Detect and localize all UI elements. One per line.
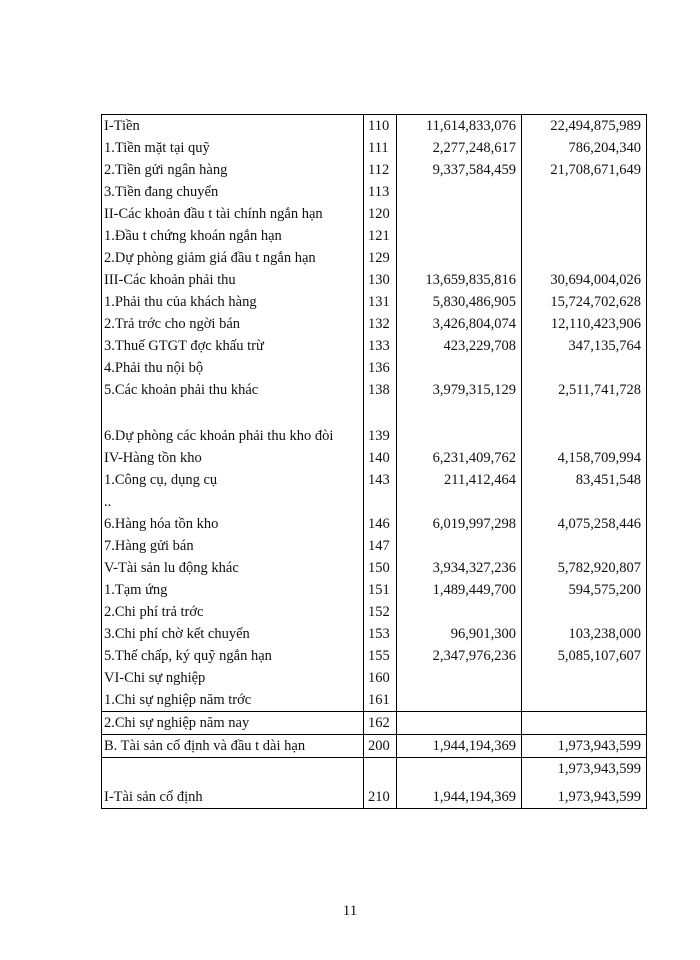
row-label: 2.Dự phòng giảm giá đầu t ngắn hạn: [102, 247, 364, 269]
row-label: 6.Hàng hóa tồn kho: [102, 513, 364, 535]
row-current-amount: [397, 601, 522, 623]
table-row: [102, 667, 647, 689]
table-row: [102, 712, 647, 735]
row-previous-amount: [522, 357, 647, 379]
table-row: [102, 115, 647, 138]
row-current-amount: 3,426,804,074: [397, 313, 522, 335]
row-previous-amount: 2,511,741,728: [522, 379, 647, 401]
row-current-amount: 11,614,833,076: [397, 115, 522, 138]
row-code: 129: [364, 247, 397, 269]
row-code: 152: [364, 601, 397, 623]
row-current-amount: 3,934,327,236: [397, 557, 522, 579]
row-previous-amount: [522, 601, 647, 623]
row-previous-amount: 786,204,340: [522, 137, 647, 159]
row-label: 1.Tiền mặt tại quỹ: [102, 137, 364, 159]
row-previous-amount: 1,973,943,599: [522, 735, 647, 758]
table-row: [102, 535, 647, 557]
table-row: [102, 269, 647, 291]
row-current-amount: [397, 689, 522, 712]
row-previous-amount-extra: 1,973,943,599: [557, 761, 641, 777]
row-previous-amount: 4,075,258,446: [522, 513, 647, 535]
row-label: I-Tài sản cố định: [102, 758, 364, 809]
row-label: 3.Tiền đang chuyển: [102, 181, 364, 203]
row-current-amount: [397, 181, 522, 203]
row-current-amount: 1,944,194,369: [397, 758, 522, 809]
table-row: [102, 557, 647, 579]
balance-sheet-table: [101, 114, 647, 809]
row-code: 155: [364, 645, 397, 667]
row-current-amount: 1,944,194,369: [397, 735, 522, 758]
row-current-amount: 423,229,708: [397, 335, 522, 357]
row-previous-amount: 15,724,702,628: [522, 291, 647, 313]
row-current-amount: 211,412,464: [397, 469, 522, 491]
row-previous-amount: 5,085,107,607: [522, 645, 647, 667]
row-code: 160: [364, 667, 397, 689]
row-code: 147: [364, 535, 397, 557]
row-previous-amount: [522, 535, 647, 557]
row-current-amount: [397, 535, 522, 557]
table-row: [102, 357, 647, 379]
row-current-amount: [397, 667, 522, 689]
row-label: 3.Chi phí chờ kết chuyển: [102, 623, 364, 645]
row-code: 161: [364, 689, 397, 712]
row-label: II-Các khoản đầu t tài chính ngắn hạn: [102, 203, 364, 225]
row-current-amount: [397, 401, 522, 447]
row-label: 5.Thế chấp, ký quỹ ngắn hạn: [102, 645, 364, 667]
table-row: [102, 401, 647, 447]
row-previous-amount: 83,451,548: [522, 469, 647, 491]
row-current-amount: 96,901,300: [397, 623, 522, 645]
row-previous-amount: 4,158,709,994: [522, 447, 647, 469]
row-previous-amount: 594,575,200: [522, 579, 647, 601]
row-current-amount: 6,231,409,762: [397, 447, 522, 469]
row-label: VI-Chi sự nghiệp: [102, 667, 364, 689]
row-code: 110: [364, 115, 397, 138]
row-label: B. Tài sản cố định và đầu t dài hạn: [102, 735, 364, 758]
table-row: [102, 313, 647, 335]
row-previous-amount: [522, 491, 647, 513]
table-row: [102, 137, 647, 159]
table-row: [102, 579, 647, 601]
row-current-amount: [397, 712, 522, 735]
row-label: 4.Phải thu nội bộ: [102, 357, 364, 379]
table-row: [102, 491, 647, 513]
table-row: [102, 159, 647, 181]
table-row: [102, 689, 647, 712]
row-code: 153: [364, 623, 397, 645]
row-previous-amount: 12,110,423,906: [522, 313, 647, 335]
row-label: 2.Chi sự nghiệp năm nay: [102, 712, 364, 735]
table-row: [102, 469, 647, 491]
row-label: 1.Phải thu của khách hàng: [102, 291, 364, 313]
row-code: 151: [364, 579, 397, 601]
row-previous-amount: 5,782,920,807: [522, 557, 647, 579]
row-code: 200: [364, 735, 397, 758]
table-row: [102, 447, 647, 469]
row-current-amount: 3,979,315,129: [397, 379, 522, 401]
row-code: 146: [364, 513, 397, 535]
row-current-amount: [397, 491, 522, 513]
table-row: [102, 203, 647, 225]
row-label: 5.Các khoản phải thu khác: [102, 379, 364, 401]
row-code: 143: [364, 469, 397, 491]
table-row: [102, 225, 647, 247]
row-current-amount: 5,830,486,905: [397, 291, 522, 313]
table-row: [102, 623, 647, 645]
row-previous-amount: 103,238,000: [522, 623, 647, 645]
table-row: [102, 735, 647, 758]
row-previous-amount: [522, 712, 647, 735]
row-previous-amount: [522, 181, 647, 203]
table-row: [102, 645, 647, 667]
row-code: 121: [364, 225, 397, 247]
row-previous-amount: [522, 247, 647, 269]
table-row: [102, 758, 647, 809]
row-current-amount: [397, 225, 522, 247]
row-label: 1.Chi sự nghiệp năm trớc: [102, 689, 364, 712]
row-previous-amount: [522, 689, 647, 712]
table-row: [102, 379, 647, 401]
table-row: [102, 291, 647, 313]
row-label: 2.Trả trớc cho ngời bán: [102, 313, 364, 335]
row-previous-amount: [522, 203, 647, 225]
row-code: 140: [364, 447, 397, 469]
table-row: [102, 601, 647, 623]
row-previous-amount: [522, 667, 647, 689]
row-previous-amount: 22,494,875,989: [522, 115, 647, 138]
row-code: 131: [364, 291, 397, 313]
row-previous-amount: 30,694,004,026: [522, 269, 647, 291]
row-code: 136: [364, 357, 397, 379]
row-code: 150: [364, 557, 397, 579]
row-label: 3.Thuế GTGT đợc khấu trừ: [102, 335, 364, 357]
row-code: [364, 491, 397, 513]
row-code: 132: [364, 313, 397, 335]
table-row: [102, 513, 647, 535]
row-code: 210: [364, 758, 397, 809]
row-code: 139: [364, 401, 397, 447]
row-label: 2.Tiền gửi ngân hàng: [102, 159, 364, 181]
row-previous-amount: [522, 225, 647, 247]
row-label: III-Các khoản phải thu: [102, 269, 364, 291]
row-label: IV-Hàng tồn kho: [102, 447, 364, 469]
row-current-amount: [397, 203, 522, 225]
row-label: V-Tài sản lu động khác: [102, 557, 364, 579]
row-current-amount: 1,489,449,700: [397, 579, 522, 601]
table-row: [102, 335, 647, 357]
row-code: 130: [364, 269, 397, 291]
row-code: 162: [364, 712, 397, 735]
row-label: 1.Đầu t chứng khoán ngắn hạn: [102, 225, 364, 247]
row-current-amount: 2,347,976,236: [397, 645, 522, 667]
row-previous-amount: [522, 758, 647, 809]
row-code: 120: [364, 203, 397, 225]
row-code: 113: [364, 181, 397, 203]
row-previous-amount: 21,708,671,649: [522, 159, 647, 181]
table-row: [102, 247, 647, 269]
row-previous-amount-value: 1,973,943,599: [557, 789, 641, 805]
row-label: 1.Tạm ứng: [102, 579, 364, 601]
row-label: 2.Chi phí trả trớc: [102, 601, 364, 623]
row-code: 138: [364, 379, 397, 401]
row-label: 7.Hàng gửi bán: [102, 535, 364, 557]
row-code: 133: [364, 335, 397, 357]
page-number: 11: [342, 903, 358, 919]
row-current-amount: 2,277,248,617: [397, 137, 522, 159]
row-code: 111: [364, 137, 397, 159]
row-current-amount: 9,337,584,459: [397, 159, 522, 181]
row-current-amount: 6,019,997,298: [397, 513, 522, 535]
table-row: [102, 181, 647, 203]
row-label: I-Tiền: [102, 115, 364, 138]
row-current-amount: [397, 357, 522, 379]
row-label: 1.Công cụ, dụng cụ: [102, 469, 364, 491]
row-current-amount: [397, 247, 522, 269]
row-code: 112: [364, 159, 397, 181]
row-label: ..: [102, 491, 364, 513]
row-previous-amount: [522, 401, 647, 447]
row-previous-amount: 347,135,764: [522, 335, 647, 357]
row-current-amount: 13,659,835,816: [397, 269, 522, 291]
row-label: 6.Dự phòng các khoản phải thu kho đòi: [102, 401, 364, 447]
